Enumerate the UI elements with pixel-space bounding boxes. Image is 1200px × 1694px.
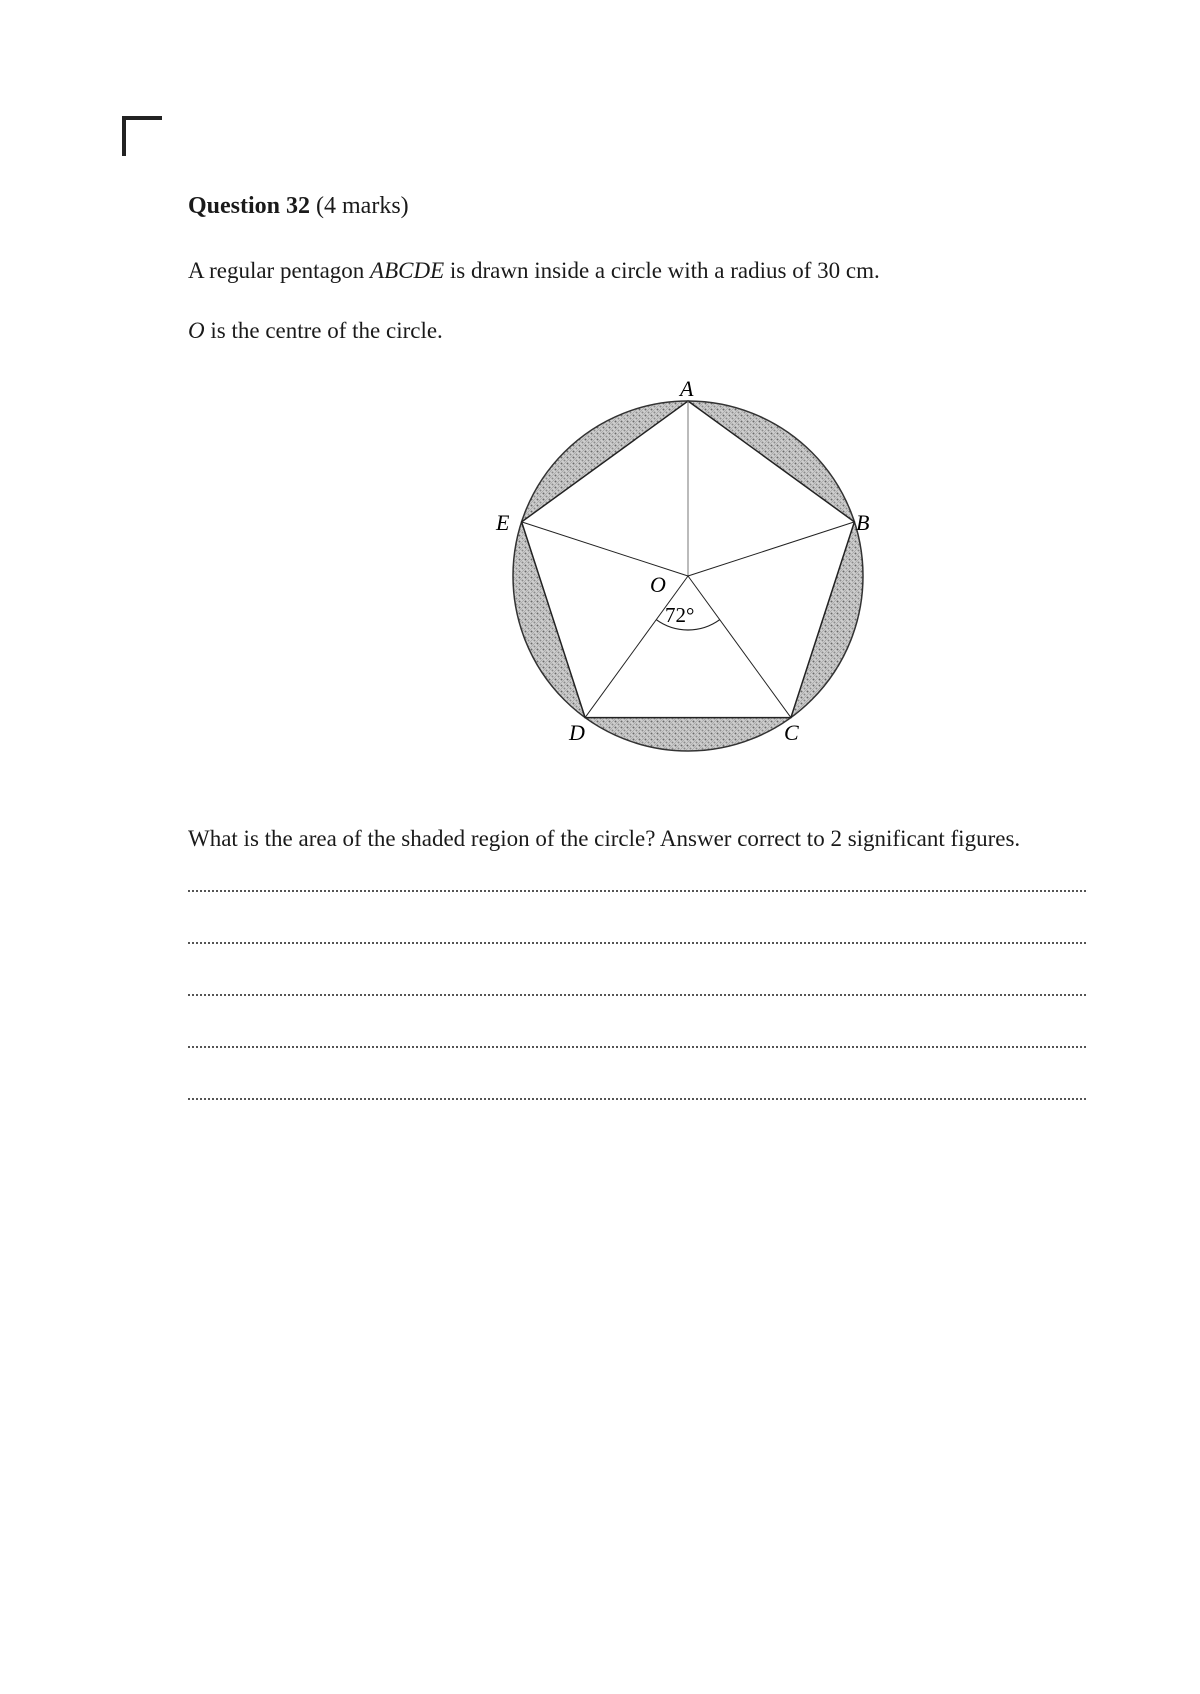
pentagon-name: ABCDE — [370, 258, 445, 283]
answer-area[interactable] — [188, 890, 1086, 1150]
pentagon-circle-diagram — [488, 378, 888, 758]
intro-start: A regular pentagon — [188, 258, 371, 283]
question-heading — [188, 190, 1086, 222]
answer-line[interactable] — [188, 994, 1086, 996]
intro-end: is drawn inside a circle with a radius of 30 cm. — [444, 258, 880, 283]
question-block — [188, 190, 1086, 375]
centre-text — [188, 315, 1086, 347]
angle-label: 72° — [665, 603, 695, 627]
vertex-label-c: C — [784, 720, 799, 745]
question-number: Question 32 — [188, 193, 311, 219]
answer-line[interactable] — [188, 1046, 1086, 1048]
answer-line[interactable] — [188, 942, 1086, 944]
centre-description: is the centre of the circle. — [204, 318, 443, 343]
centre-letter: O — [188, 318, 205, 343]
intro-text — [188, 255, 1086, 287]
vertex-label-d: D — [569, 720, 585, 745]
vertex-label-b: B — [856, 510, 870, 535]
corner-crop-mark — [122, 116, 164, 158]
vertex-label-e: E — [496, 510, 510, 535]
centre-label: O — [650, 572, 666, 597]
answer-line[interactable] — [188, 890, 1086, 892]
vertex-label-a: A — [680, 378, 694, 401]
question-marks: (4 marks) — [316, 193, 409, 219]
question-prompt: What is the area of the shaded region of the circle? Answer correct to 2 significant figures. — [188, 826, 1021, 851]
answer-line[interactable] — [188, 1098, 1086, 1100]
